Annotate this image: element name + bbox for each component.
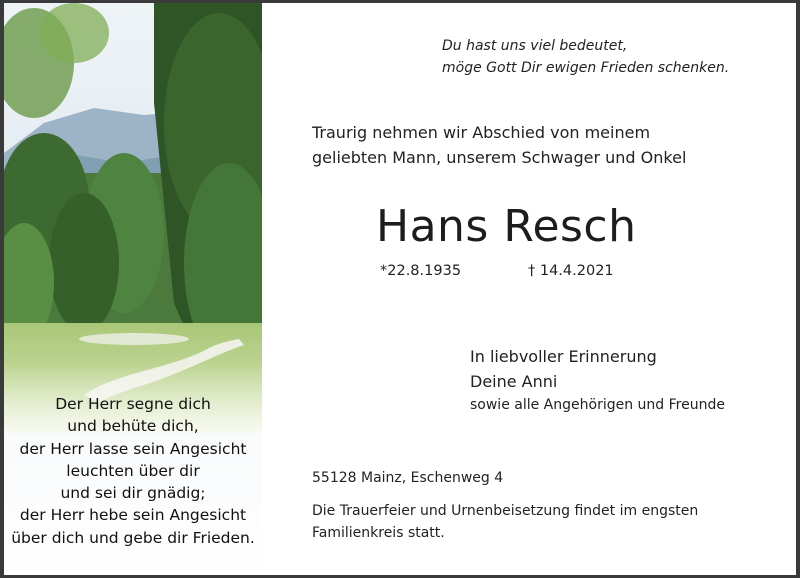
birth-date: *22.8.1935	[380, 263, 462, 279]
blessing-line: der Herr lasse sein Angesicht	[19, 439, 247, 458]
family-address: 55128 Mainz, Eschenweg 4	[312, 470, 504, 486]
blessing-verse	[4, 393, 262, 549]
funeral-notice-line-2: Familienkreis statt.	[312, 525, 445, 541]
blessing-line: und sei dir gnädig;	[60, 484, 206, 503]
memory-phrase: In liebvoller Erinnerung	[470, 347, 657, 366]
blessing-line: leuchten über dir	[66, 461, 200, 480]
motto-quote	[442, 35, 729, 79]
widow-name: Deine Anni	[470, 372, 558, 391]
obituary-card	[4, 3, 796, 575]
funeral-notice	[312, 500, 698, 544]
death-date: † 14.4.2021	[528, 263, 614, 279]
mourners-signature	[470, 344, 725, 416]
blessing-line: und behüte dich,	[67, 417, 199, 436]
blessing-line: Der Herr segne dich	[55, 395, 211, 413]
blessing-line: über dich und gebe dir Frieden.	[11, 528, 255, 547]
motto-line-1: Du hast uns viel bedeutet,	[442, 38, 628, 54]
deceased-name: Hans Resch	[376, 201, 637, 252]
intro-line-2: geliebten Mann, unserem Schwager und Onkel	[312, 148, 687, 167]
forest-landscape-image	[4, 3, 262, 575]
motto-line-2: möge Gott Dir ewigen Frieden schenken.	[442, 60, 730, 76]
intro-text	[312, 120, 686, 170]
funeral-notice-line-1: Die Trauerfeier und Urnenbeisetzung findet im engsten	[312, 503, 699, 519]
intro-line-1: Traurig nehmen wir Abschied von meinem	[312, 123, 651, 142]
blessing-line: der Herr hebe sein Angesicht	[19, 506, 247, 525]
relatives-line: sowie alle Angehörigen und Freunde	[470, 397, 725, 413]
